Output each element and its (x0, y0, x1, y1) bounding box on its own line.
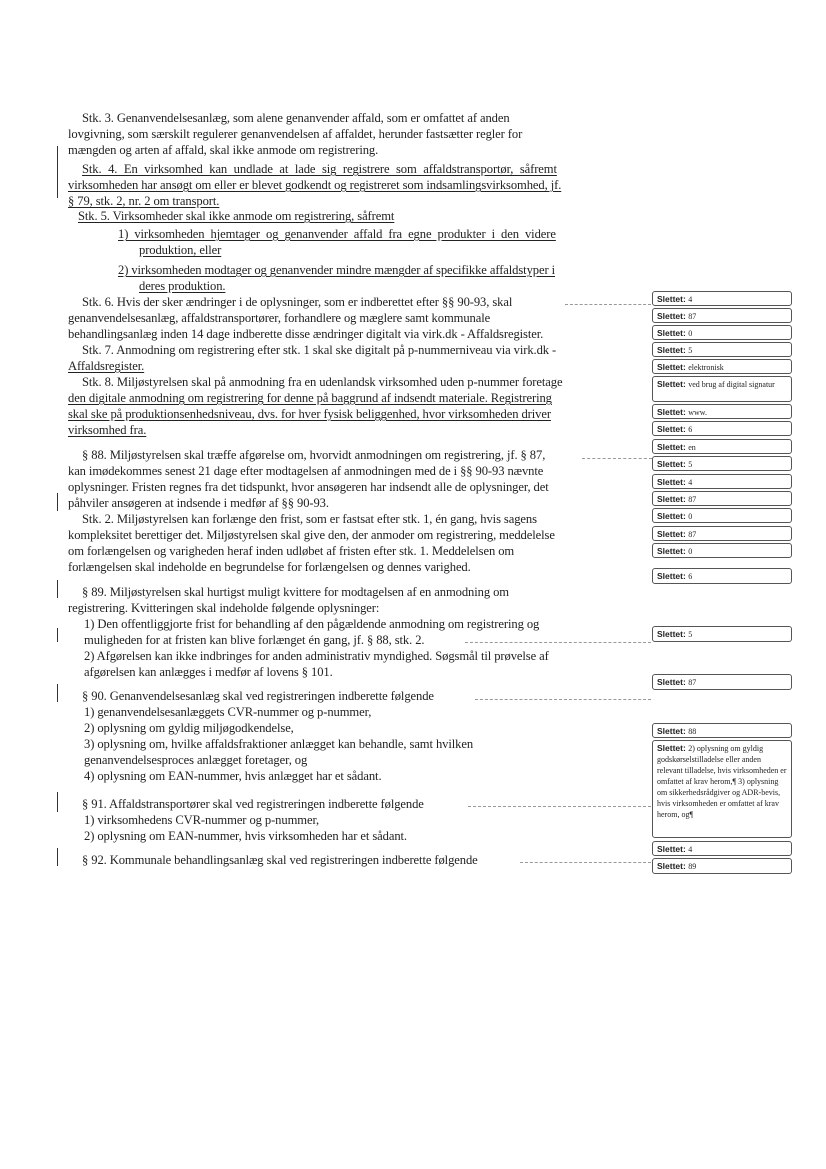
connector-line (582, 458, 652, 459)
text-line: virksomheden har ansøgt om eller er blevet godkendt og registreret som indsamlingsvirksomhed, jf. (68, 178, 562, 192)
deleted-comment[interactable]: Slettet: 0 (652, 325, 792, 340)
list-item: 1) virksomhedens CVR-nummer og p-nummer, (84, 813, 320, 827)
deleted-comment[interactable]: Slettet: 4 (652, 291, 792, 306)
change-bar (57, 146, 58, 198)
deleted-comment-long[interactable]: Slettet: 2) oplysning om gyldig godskørselstilladelse eller anden relevant tilladelse, hvis virksomheden er omfattet af krav herom,¶ 3) oplysning om sikkerhedsrådgiver og ADR-bevis, hvis virksomheden er omfattet af krav herom, og¶ (652, 740, 792, 838)
deleted-comment[interactable]: Slettet: 5 (652, 456, 792, 471)
text-line: behandlingsanlæg inden 14 dage indberette disse ændringer digitalt via virk.dk - Affaldsregister. (68, 327, 544, 341)
text-line: Affaldsregister. (68, 359, 145, 373)
deleted-comment[interactable]: Slettet: 6 (652, 568, 792, 584)
text-line: den digitale anmodning om registrering for denne på baggrund af indsendt materiale. Registrering (68, 391, 552, 405)
deleted-comment[interactable]: Slettet: 0 (652, 508, 792, 523)
connector-line (520, 862, 651, 863)
text-line: Stk. 5. Virksomheder skal ikke anmode om registrering, såfremt (78, 209, 395, 223)
deleted-comment[interactable]: Slettet: 89 (652, 858, 792, 874)
change-bar (57, 493, 58, 511)
list-item: 2) virksomheden modtager og genanvender mindre mængder af specifikke affaldstyper i (118, 263, 556, 277)
change-bar (57, 684, 58, 702)
list-item: 2) Afgørelsen kan ikke indbringes for anden administrativ myndighed. Søgsmål til prøvelse af (84, 649, 549, 663)
deleted-comment[interactable]: Slettet: 5 (652, 626, 792, 642)
text-line: kompleksitet berettiger det. Miljøstyrelsen skal give den, der anmoder om registrering, meddelelse (68, 528, 555, 542)
section-91: § 91. Affaldstransportører skal ved registreringen indberette følgende (82, 797, 424, 811)
section-90: § 90. Genanvendelsesanlæg skal ved registreringen indberette følgende (82, 689, 434, 703)
deleted-comment[interactable]: Slettet: www. (652, 404, 792, 419)
section-89: § 89. Miljøstyrelsen skal hurtigst muligt kvittere for modtagelsen af en anmodning om (82, 585, 509, 599)
list-item: 3) oplysning om, hvilke affaldsfraktioner anlægget kan behandle, samt hvilken (84, 737, 474, 751)
text-line: Stk. 3. Genanvendelsesanlæg, som alene genanvender affald, som er omfattet af anden (82, 111, 510, 125)
text-line: lovgivning, som særskilt regulerer genanvendelsen af affaldet, herunder fastsætter regler for (68, 127, 523, 141)
text-line: kan imødekommes senest 21 dage efter modtagelsen af anmodningen med de i §§ 90-93 nævnte (68, 464, 544, 478)
deleted-comment[interactable]: Slettet: 87 (652, 308, 792, 323)
list-item: genanvendelsesproces anlægget foretager, og (84, 753, 308, 767)
connector-line (475, 699, 651, 700)
section-88: § 88. Miljøstyrelsen skal træffe afgørelse om, hvorvidt anmodningen om registrering, jf. § 87, (82, 448, 546, 462)
list-item: 1) Den offentliggjorte frist for behandling af den pågældende anmodning om registrering og (84, 617, 540, 631)
text-line: oplysninger. Fristen regnes fra det tidspunkt, hvor ansøgeren har indsendt alle de oplysninger, det (68, 480, 549, 494)
text-line: om forlængelsen og varigheden heraf inden udløbet af fristen efter stk. 1. Meddelelsen om (68, 544, 515, 558)
text-line: påhviler ansøgeren at indsende i medfør af §§ 90-93. (68, 496, 329, 510)
section-92: § 92. Kommunale behandlingsanlæg skal ved registreringen indberette følgende (82, 853, 478, 867)
text-line: Stk. 6. Hvis der sker ændringer i de oplysninger, som er indberettet efter §§ 90-93, skal (82, 295, 513, 309)
text-line: registrering. Kvitteringen skal indeholde følgende oplysninger: (68, 601, 380, 615)
list-item: deres produktion. (139, 279, 226, 293)
deleted-comment[interactable]: Slettet: 0 (652, 543, 792, 558)
deleted-comment[interactable]: Slettet: elektronisk (652, 359, 792, 374)
deleted-comment[interactable]: Slettet: 87 (652, 526, 792, 541)
deleted-comment[interactable]: Slettet: 4 (652, 841, 792, 856)
deleted-comment[interactable]: Slettet: 87 (652, 674, 792, 690)
change-bar (57, 580, 58, 598)
deleted-comment[interactable]: Slettet: 5 (652, 342, 792, 357)
text-line: skal ske på produktionsenhedsniveau, dvs. for hver fysisk beliggenhed, hvor virksomheden driver (68, 407, 551, 421)
deleted-comment[interactable]: Slettet: ved brug af digital signatur (652, 376, 792, 402)
list-item: 2) oplysning om EAN-nummer, hvis virksomheden har et sådant. (84, 829, 407, 843)
list-item: muligheden for at fristen kan blive forlænget én gang, jf. § 88, stk. 2. (84, 633, 425, 647)
text-line: mængden og arten af affald, skal ikke anmode om registrering. (68, 143, 379, 157)
connector-line (468, 806, 651, 807)
deleted-comment[interactable]: Slettet: 4 (652, 474, 792, 489)
change-bar (57, 792, 58, 812)
deleted-comment[interactable]: Slettet: 6 (652, 421, 792, 436)
change-bar (57, 848, 58, 866)
deleted-comment[interactable]: Slettet: 87 (652, 491, 792, 506)
text-line: § 79, stk. 2, nr. 2 om transport. (68, 194, 220, 208)
connector-line (465, 642, 651, 643)
list-item: 1) virksomheden hjemtager og genanvender affald fra egne produkter i den videre (118, 227, 556, 241)
deleted-comment[interactable]: Slettet: en (652, 439, 792, 454)
change-bar (57, 628, 58, 642)
list-item: 1) genanvendelsesanlæggets CVR-nummer og p-nummer, (84, 705, 372, 719)
text-line: Stk. 7. Anmodning om registrering efter stk. 1 skal ske digitalt på p-nummerniveau via virk.dk - (82, 343, 557, 357)
list-item: 4) oplysning om EAN-nummer, hvis anlægget har et sådant. (84, 769, 382, 783)
text-line: forlængelsen skal indeholde en begrundelse for forlængelsen og dennes varighed. (68, 560, 471, 574)
text-line: virksomhed fra. (68, 423, 147, 437)
deleted-comment[interactable]: Slettet: 88 (652, 723, 792, 738)
text-line: Stk. 8. Miljøstyrelsen skal på anmodning fra en udenlandsk virksomhed uden p-nummer foretage (82, 375, 563, 389)
list-item: afgørelsen kan anlægges i medfør af lovens § 101. (84, 665, 333, 679)
text-line: genanvendelsesanlæg, affaldstransportører, forhandlere og mæglere samt kommunale (68, 311, 491, 325)
text-line: Stk. 2. Miljøstyrelsen kan forlænge den frist, som er fastsat efter stk. 1, én gang, hvis sagens (82, 512, 537, 526)
connector-line (565, 304, 651, 305)
list-item: 2) oplysning om gyldig miljøgodkendelse, (84, 721, 294, 735)
text-line: Stk. 4. En virksomhed kan undlade at lade sig registrere som affaldstransportør, såfremt (82, 162, 557, 176)
list-item: produktion, eller (139, 243, 222, 257)
